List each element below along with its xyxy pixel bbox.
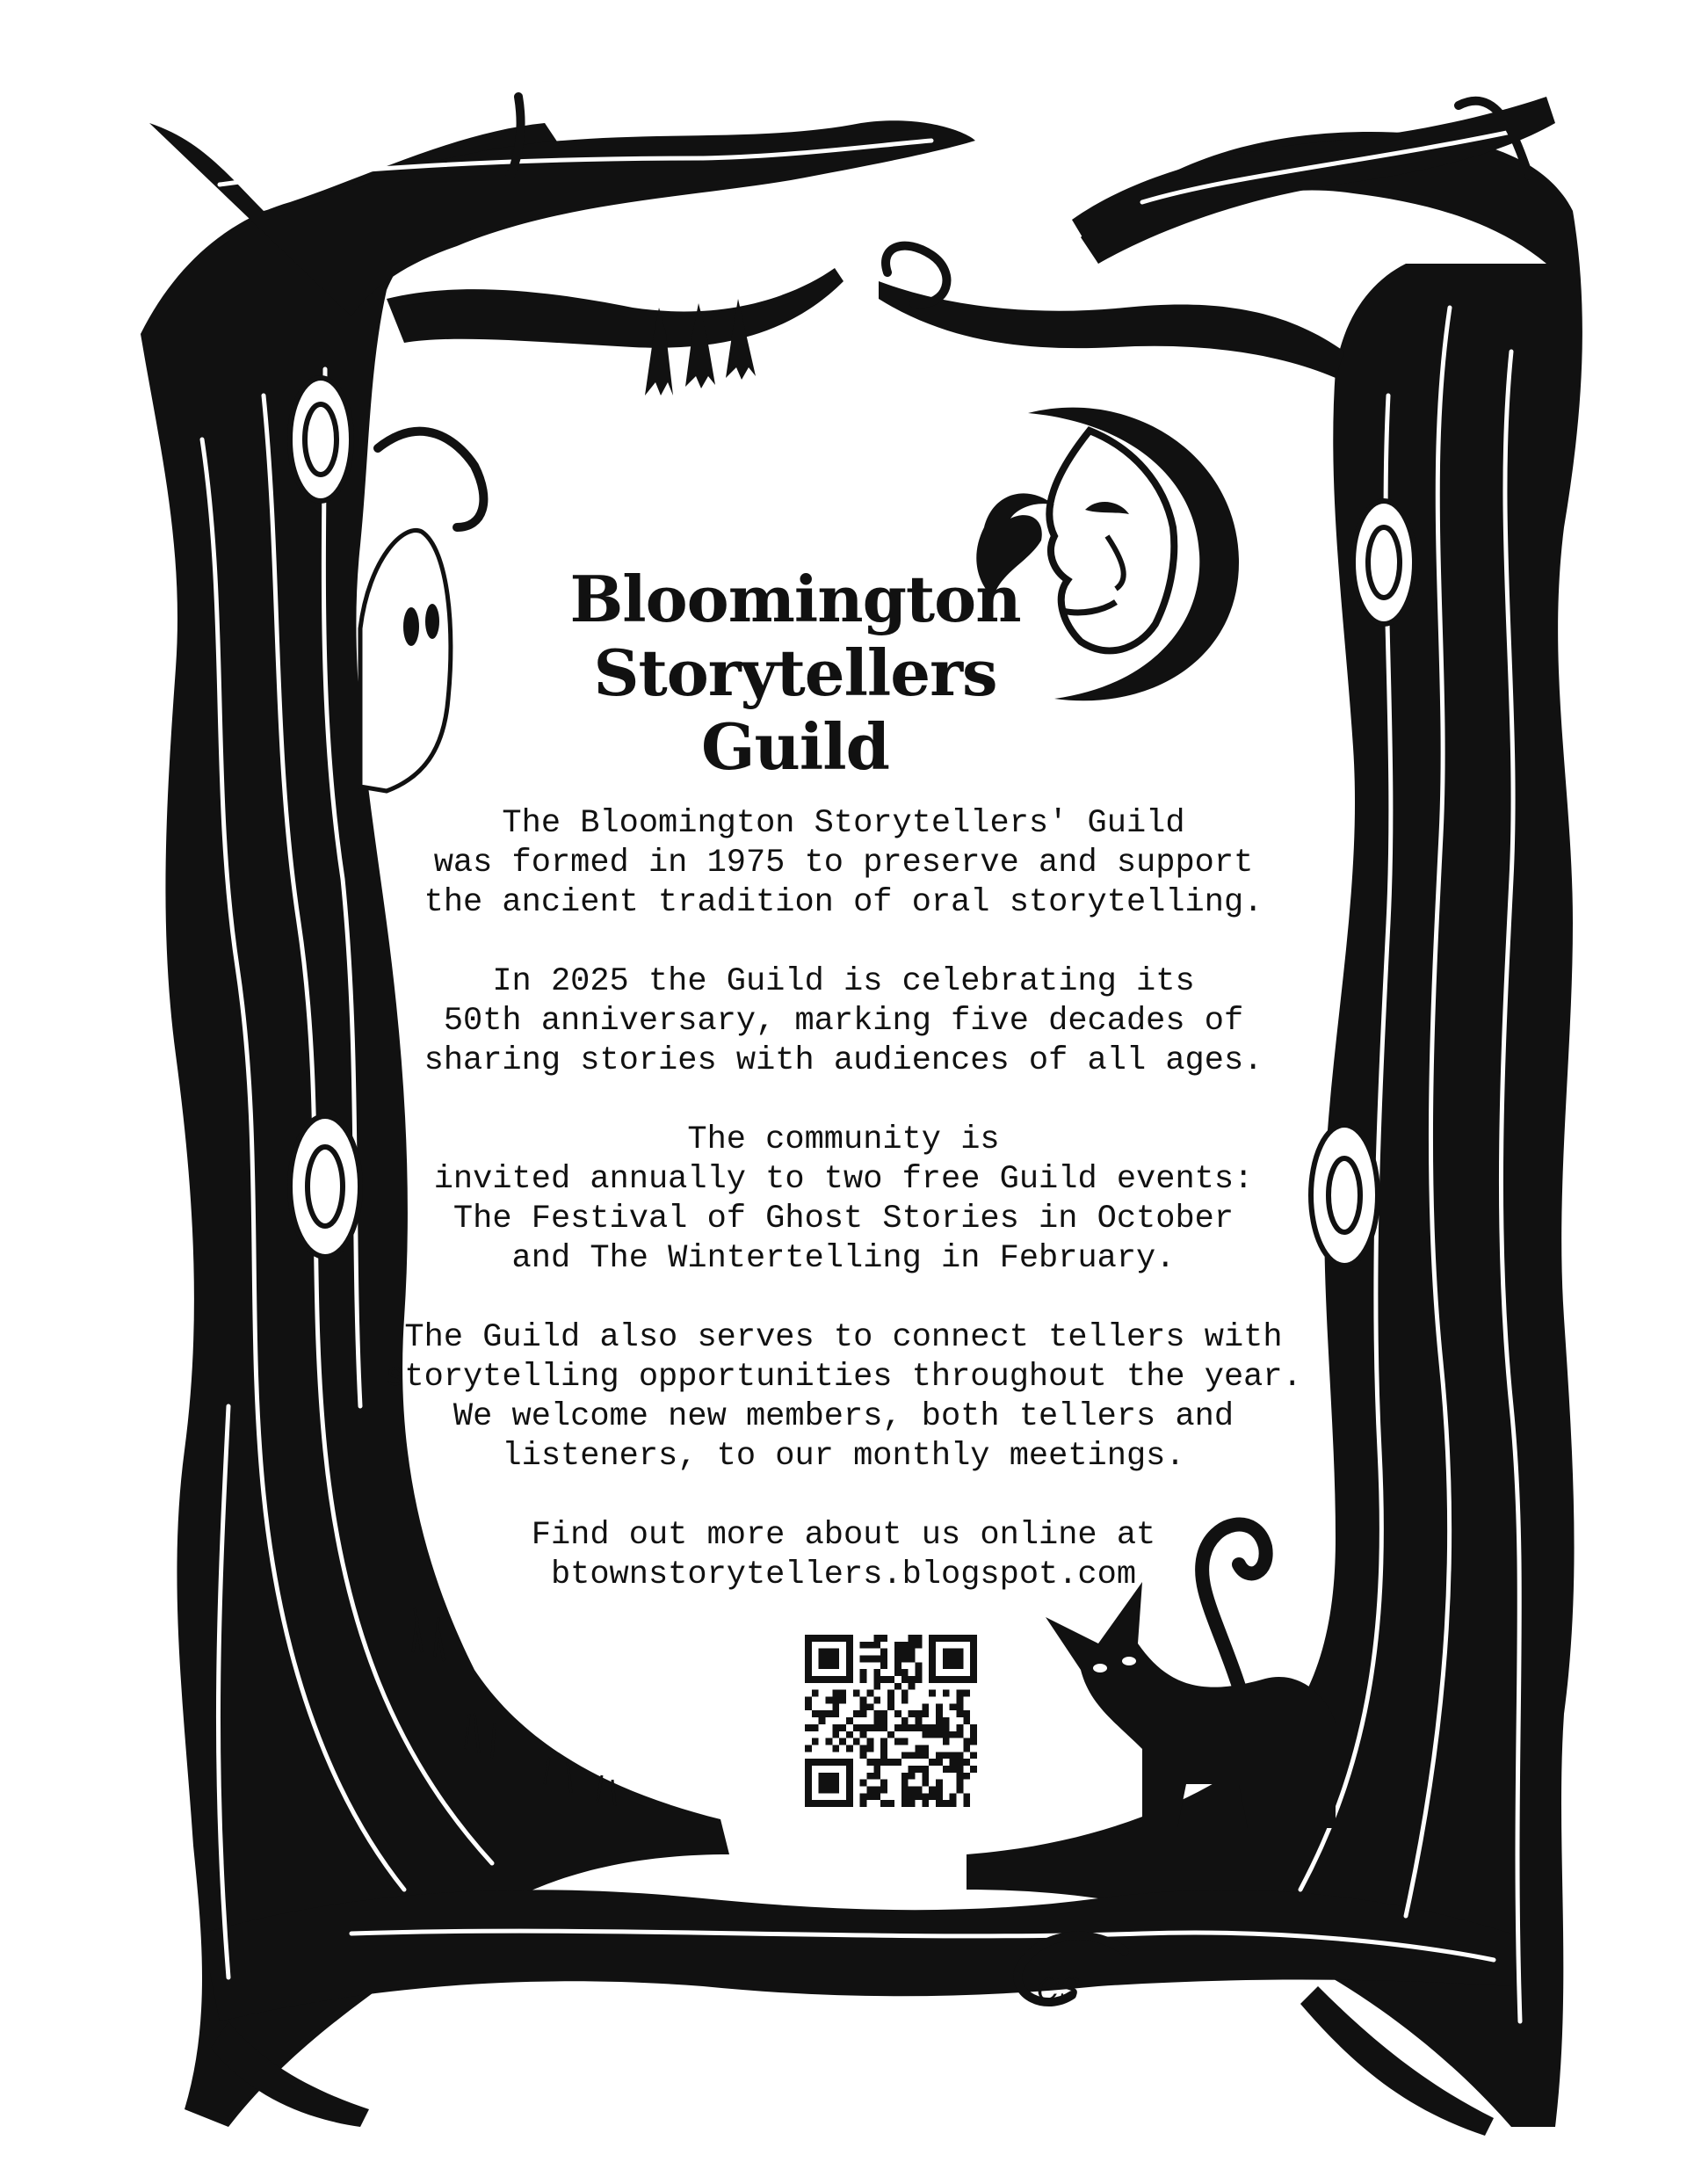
- title-line: Bloomington: [569, 562, 1021, 636]
- branch-curl: [378, 432, 483, 527]
- cat-body: [1046, 1582, 1336, 1828]
- ghost-eye: [425, 604, 439, 639]
- bat-icon: [645, 308, 673, 395]
- mid-branch-left: [387, 268, 844, 348]
- title-line: Storytellers: [593, 635, 997, 710]
- paragraph-history: [334, 804, 1353, 923]
- text-line: sharing stories with audiences of all ages.: [424, 1042, 1263, 1079]
- qr-code[interactable]: [805, 1635, 977, 1807]
- text-line: We welcome new members, both tellers and: [453, 1398, 1234, 1435]
- root-tendrils: [211, 1986, 1494, 2136]
- cat-eye: [1093, 1664, 1107, 1672]
- text-line: The community is: [687, 1121, 1000, 1158]
- paragraph-anniversary: [334, 962, 1353, 1081]
- paragraph-membership: [334, 1318, 1353, 1477]
- black-cat-illustration: [1046, 1494, 1344, 1828]
- ghost-illustration: [351, 523, 457, 795]
- ghost-eye: [403, 607, 419, 646]
- text-line: invited annually to two free Guild events:: [433, 1161, 1254, 1198]
- text-line: In 2025 the Guild is celebrating its: [492, 963, 1195, 1000]
- paragraph-events: [334, 1121, 1353, 1279]
- mid-branch-right: [879, 281, 1344, 378]
- bat-icon: [685, 303, 715, 388]
- guild-title: [492, 562, 1098, 784]
- title-line: Guild: [701, 709, 889, 784]
- text-line: listeners, to our monthly meetings.: [502, 1438, 1185, 1475]
- website-url[interactable]: btownstorytellers.blogspot.com: [550, 1556, 1137, 1593]
- hanging-bats-illustration: [641, 299, 764, 404]
- text-line: was formed in 1975 to preserve and support: [433, 845, 1254, 882]
- text-line: Find out more about us online at: [531, 1517, 1156, 1554]
- artist-signature: CS: [1037, 1972, 1081, 2007]
- text-line: storytelling opportunities throughout the year.: [385, 1359, 1302, 1396]
- cat-eye: [1122, 1657, 1136, 1665]
- text-line: The Bloomington Storytellers' Guild: [502, 805, 1185, 842]
- text-line: the ancient tradition of oral storytelling.: [424, 884, 1263, 921]
- bat-icon: [726, 299, 756, 380]
- text-line: The Guild also serves to connect tellers with: [404, 1319, 1283, 1356]
- text-line: and The Wintertelling in February.: [511, 1240, 1176, 1277]
- text-line: The Festival of Ghost Stories in October: [453, 1201, 1234, 1237]
- text-line: 50th anniversary, marking five decades of: [443, 1003, 1244, 1040]
